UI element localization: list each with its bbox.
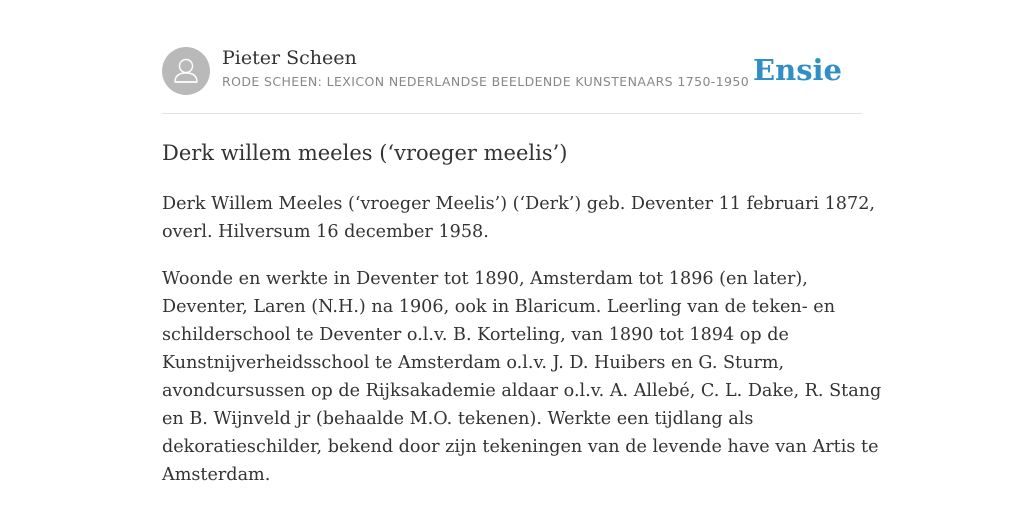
paragraph-line: Derk Willem Meeles (‘vroeger Meelis’) (‘Derk’) geb. Deventer 11 februari 1872,	[162, 194, 875, 214]
paragraph-line: Deventer, Laren (N.H.) na 1906, ook in Blaricum. Leerling van de teken- en	[162, 297, 836, 317]
source-title[interactable]: RODE SCHEEN: LEXICON NEDERLANDSE BEELDENDE KUNSTENAARS 1750-1950	[222, 74, 750, 89]
article-body	[162, 190, 882, 508]
paragraph-line: en B. Wijnveld jr (behaalde M.O. tekenen). Werkte een tijdlang als	[162, 409, 754, 429]
author-header	[162, 46, 862, 96]
avatar[interactable]	[162, 47, 210, 95]
paragraph-line: Amsterdam.	[162, 465, 271, 485]
header-divider	[162, 113, 862, 114]
paragraph-line: Woonde en werkte in Deventer tot 1890, Amsterdam tot 1896 (en later),	[162, 269, 808, 289]
article-title: Derk willem meeles (‘vroeger meelis’)	[162, 141, 568, 165]
paragraph-line: avondcursussen op de Rijksakademie aldaar o.l.v. A. Allebé, C. L. Dake, R. Stang	[162, 381, 882, 401]
author-name[interactable]: Pieter Scheen	[222, 47, 357, 69]
paragraph-line: overl. Hilversum 16 december 1958.	[162, 222, 489, 242]
paragraph-line: dekoratieschilder, bekend door zijn tekeningen van de levende have van Artis te	[162, 437, 879, 457]
paragraph-1	[162, 190, 875, 246]
brand-logo[interactable]: Ensie	[753, 53, 842, 87]
paragraph-line: Kunstnijverheidsschool te Amsterdam o.l.v. J. D. Huibers en G. Sturm,	[162, 353, 785, 373]
paragraph-2	[162, 265, 882, 489]
paragraph-line: schilderschool te Deventer o.l.v. B. Korteling, van 1890 tot 1894 op de	[162, 325, 789, 345]
user-icon	[162, 47, 210, 95]
